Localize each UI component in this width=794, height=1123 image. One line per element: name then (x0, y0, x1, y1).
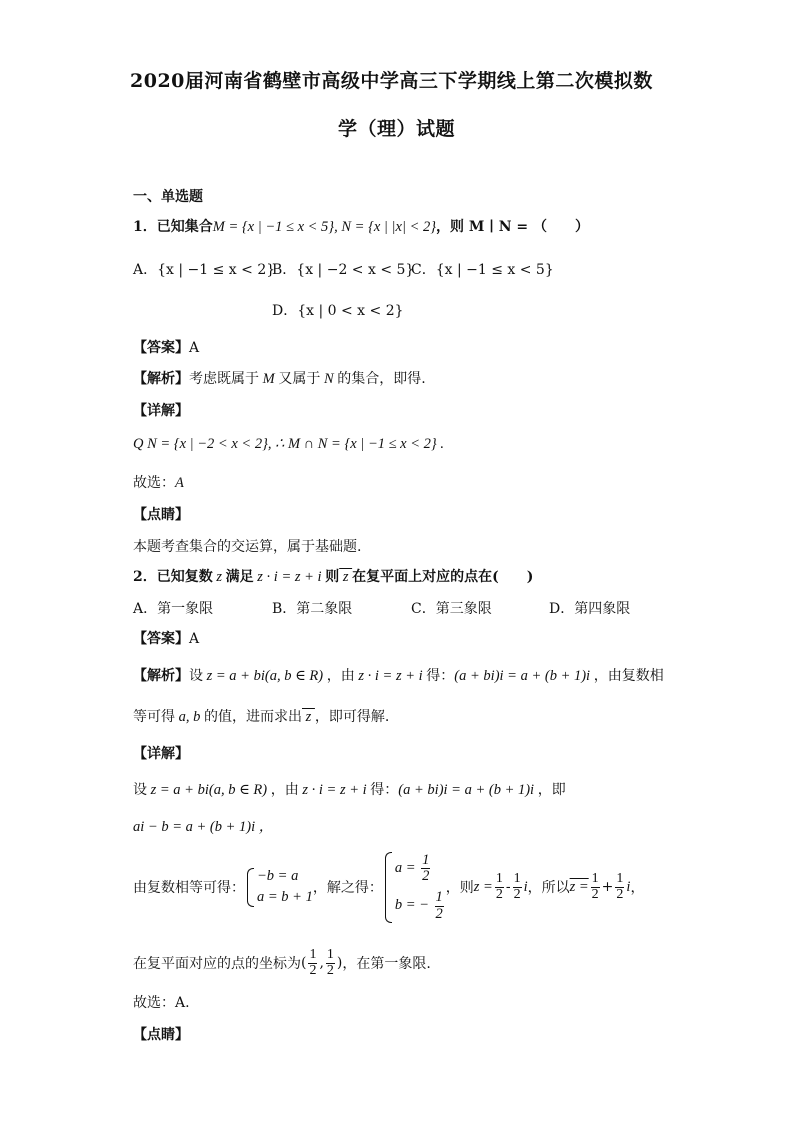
coord-open: ( (301, 955, 307, 972)
equation-system-1 (245, 866, 313, 910)
answer-value: A (189, 340, 200, 356)
q1-prefix: 1．已知集合 (133, 219, 213, 235)
fraction-numerator: 1 (495, 871, 503, 887)
analysis-text: 考虑既属于 (189, 371, 259, 387)
q1-option-d: D．{x | 0 < x < 2} (272, 303, 404, 319)
q1-option-b: B．{x | −2 < x < 5} (272, 262, 415, 278)
q1-option-a: A．{x | −1 ≤ x < 2} (133, 262, 276, 278)
detail-math: z = a + bi(a, b ∈ R) (147, 782, 271, 798)
q1-set-N: , N = {x | |x| < 2} (334, 219, 437, 235)
fraction-numerator: 1 (422, 852, 430, 868)
fraction-one-half (591, 872, 600, 902)
coord-close: ) (336, 955, 343, 972)
analysis-tag: 【解析】 (133, 668, 189, 684)
analysis-text: ，即可得解. (314, 709, 390, 725)
q1-set-M: M = {x | −1 ≤ x < 5} (212, 219, 335, 235)
fraction-numerator: 1 (309, 947, 317, 962)
q2-system-line (133, 850, 644, 925)
system-1-row-2: a = b + 1 (257, 889, 313, 906)
q2-stem-text: 则 (325, 569, 340, 585)
q1-tail: ，则 M ∣ N = （ ） (436, 219, 589, 235)
coord-intro: 在复平面对应的点的坐标为 (133, 956, 301, 973)
fraction-one-half (495, 872, 504, 902)
question-2-stem (133, 566, 533, 586)
analysis-text: 又属于 (278, 371, 321, 387)
analysis-M: M (259, 371, 279, 387)
q1-choose (133, 472, 184, 492)
q2-stem-text: 在复平面上对应的点在( ) (352, 569, 534, 585)
system-intro: 由复数相等可得： (133, 880, 245, 897)
analysis-math: z · i = z + i (354, 668, 427, 684)
q2-analysis-line1 (133, 665, 664, 685)
q2-z: z (212, 569, 226, 585)
page-title-line2: 学（理）试题 (338, 118, 456, 140)
analysis-zbar: z (302, 709, 315, 725)
q2-option-b: B．第二象限 (272, 601, 353, 617)
analysis-text: 的集合，即得. (337, 371, 426, 387)
detail-text: 得： (370, 782, 399, 798)
analysis-tag: 【解析】 (133, 371, 189, 387)
a-equals: a = (394, 860, 416, 877)
q1-detail-tag: 【详解】 (133, 403, 189, 419)
fraction-denominator: 2 (309, 962, 317, 978)
analysis-math: (a + bi)i = a + (b + 1)i (454, 668, 594, 684)
q2-answer (133, 628, 199, 648)
answer-tag: 【答案】 (133, 631, 189, 647)
q2-detail-tag: 【详解】 (133, 746, 189, 762)
detail-math: (a + bi)i = a + (b + 1)i (398, 782, 538, 798)
q2-analysis-line2 (133, 706, 389, 726)
analysis-text: ，由复数相 (593, 668, 664, 684)
q2-detail-line2: ai − b = a + (b + 1)i ， (133, 819, 274, 835)
q1-option-c: C．{x | −1 ≤ x < 5} (411, 262, 554, 278)
analysis-math: a, b (175, 709, 204, 725)
analysis-text: 等可得 (133, 709, 175, 725)
choose-value: A (175, 475, 184, 491)
fraction-one-half (513, 872, 522, 902)
q2-option-a: A．第一象限 (133, 601, 214, 617)
q2-option-d: D．第四象限 (549, 601, 631, 617)
choose-label: 故选： (133, 475, 175, 491)
fraction-denominator: 2 (435, 905, 443, 922)
system-1-row-1: −b = a (257, 867, 299, 884)
detail-math: z · i = z + i (298, 782, 371, 798)
fraction-numerator: 1 (513, 871, 521, 887)
analysis-text: 的值，进而求出 (204, 709, 302, 725)
plus-sign: + (601, 879, 614, 896)
fraction-denominator: 2 (495, 886, 503, 902)
fraction-one-half (421, 853, 430, 884)
answer-value: A (189, 631, 200, 647)
fraction-denominator: 2 (513, 886, 521, 902)
analysis-math: z = a + bi(a, b ∈ R) (203, 668, 327, 684)
q1-comment: 本题考查集合的交运算，属于基础题. (133, 539, 362, 555)
zbar-equals: z = (569, 878, 589, 895)
q1-comment-tag: 【点睛】 (133, 507, 189, 523)
z-equals: z = (473, 878, 493, 895)
fraction-numerator: 1 (591, 871, 599, 887)
q2-equation: z · i = z + i (253, 569, 326, 585)
fraction-one-half (326, 948, 335, 978)
b-equals: b = − (394, 897, 429, 914)
imaginary-unit: i (523, 878, 528, 895)
fraction-denominator: 2 (591, 886, 599, 902)
system-2-row-2 (395, 887, 446, 924)
q2-zbar: z (339, 569, 353, 585)
fraction-one-half (615, 872, 624, 902)
imaginary-unit: i (626, 878, 631, 895)
section-heading: 一、单选题 (133, 189, 203, 205)
so-text: ，所以 (527, 880, 570, 897)
q1-detail-line: Q N = {x | −2 < x < 2}, ∴ M ∩ N = {x | −1 ≤ x < 2} . (133, 436, 444, 452)
q2-option-c: C．第三象限 (411, 601, 492, 617)
then-text: ，则 (445, 880, 474, 897)
analysis-text: 得： (426, 668, 455, 684)
fraction-denominator: 2 (422, 868, 430, 885)
comma: ， (630, 880, 645, 897)
analysis-N: N (320, 371, 338, 387)
question-1-stem (133, 216, 589, 236)
q2-stem-text: 满足 (225, 569, 254, 585)
detail-text: ，即 (537, 782, 566, 798)
detail-text: 设 (133, 782, 147, 798)
q2-coordinate-line (133, 948, 431, 978)
q1-answer (133, 337, 199, 357)
fraction-numerator: 1 (616, 871, 624, 887)
q2-stem-text: 2．已知复数 (133, 569, 213, 585)
analysis-text: ，由 (326, 668, 355, 684)
q2-comment-tag: 【点睛】 (133, 1027, 189, 1043)
analysis-text: 设 (189, 668, 203, 684)
coord-sep: , (319, 955, 324, 972)
fraction-one-half (435, 890, 444, 921)
q1-analysis (133, 368, 426, 388)
system-2-row-1 (395, 850, 446, 887)
q2-detail-line1 (133, 779, 566, 799)
q2-choose: 故选：A. (133, 995, 190, 1011)
fraction-one-half (308, 948, 317, 978)
detail-text: ，由 (270, 782, 299, 798)
fraction-denominator: 2 (326, 962, 334, 978)
fraction-denominator: 2 (616, 886, 624, 902)
equation-system-2 (383, 850, 446, 925)
fraction-numerator: 1 (326, 947, 334, 962)
minus-sign: - (505, 879, 511, 896)
system-mid: ，解之得： (312, 880, 383, 897)
answer-tag: 【答案】 (133, 340, 189, 356)
page-title-line1: 2020届河南省鹤壁市高级中学高三下学期线上第二次模拟数 (130, 70, 653, 92)
fraction-numerator: 1 (435, 889, 443, 906)
coord-outro: ，在第一象限. (342, 956, 431, 973)
